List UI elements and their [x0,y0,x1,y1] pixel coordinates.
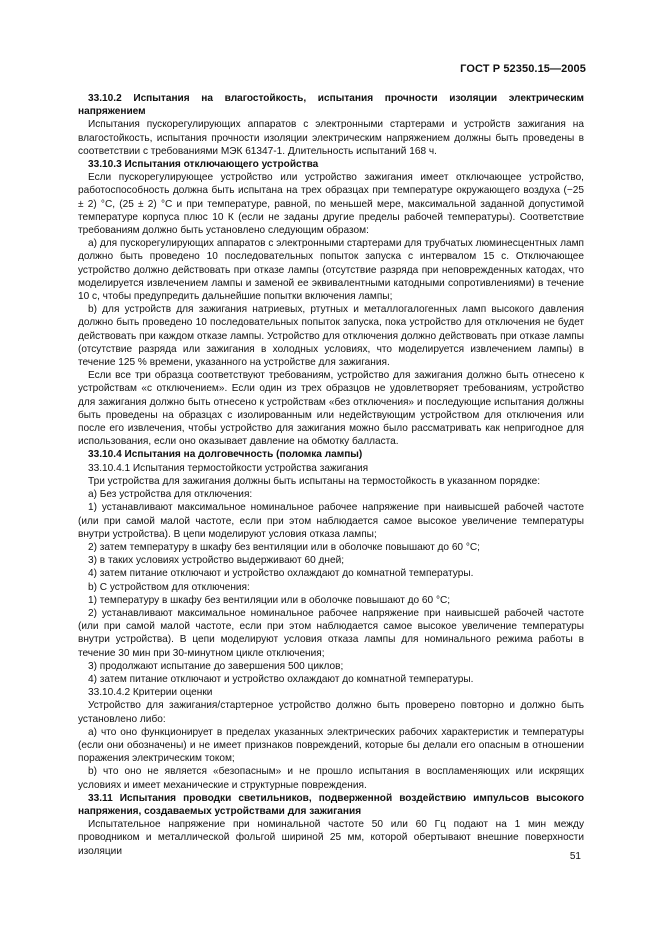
list-item: 2) устанавливают максимальное номинальное рабочее напряжение при наивысшей рабочей частоте (или при самой малой частоте, если при этом наблюдается самое высокое увеличение температуры внутри устройства). В цепи моделируют условия отказа лампы для номинального режима работы в течение 30 мин при 30-минутном цикле отключения; [78,607,584,659]
subheading: 33.10.4.2 Критерии оценки [88,687,213,699]
paragraph: Испытания пускорегулирующих аппаратов с электронными стартерами и устройств зажигания на влагостойкость, испытания прочности изоляции электрическим напряжением должны быть проведены в соответствии с требованиями МЭК 61347-1. Длительность испытаний 168 ч. [78,119,584,157]
paragraph: Три устройства для зажигания должны быть испытаны на термостойкость в указанном порядке: [88,475,541,487]
standard-header: ГОСТ Р 52350.15—2005 [460,63,586,75]
list-item: а) для пускорегулирующих аппаратов с электронными стартерами для трубчатых люминесцентных ламп должно быть проведено 10 последовательных попыток запуска с интервалом 15 с. Отключающее устройство должно действовать при отказе лампы (отсутствие разряда при неповрежденных катодах, что моделируется извлечением лампы и заменой ее эквивалентными катодными сопротивлениями) в течение 10 с, чтобы предупредить дальнейшие попытки включения лампы; [78,238,584,303]
list-item: а) что оно функционирует в пределах указанных электрических рабочих характеристик и температуры (если они обозначены) и не имеет признаков повреждений, которые бы делали его опасным в отношении поражения электрическим током; [78,726,584,765]
heading-33-10-3: 33.10.3 Испытания отключающего устройства [88,159,319,171]
list-item: 4) затем питание отключают и устройство охлаждают до комнатной температуры. [88,568,474,580]
paragraph: Если все три образца соответствуют требованиям, устройство для зажигания должно быть отнесено к устройствам «с отключением». Если один из трех образцов не удовлетворяет требованиям, устройство для зажигания должно быть отнесено к устройствам «без отключения» и последующие испытания должны быть проведены на образцах с изолированным или недействующим устройством для отключения или после его извлечения, чтобы устройство для зажигания можно было рассматривать как непригодное для использования, если оно оказывает давление на обмотку балласта. [78,370,584,448]
list-item: 3) в таких условиях устройство выдерживают 60 дней; [88,555,345,567]
heading-33-11: 33.11 Испытания проводки светильников, подверженной воздействию импульсов высокого напряжения, создаваемых устройствами для зажигания [78,792,584,817]
page-number: 51 [569,851,581,862]
heading-33-10-2: 33.10.2 Испытания на влагостойкость, испытания прочности изоляции электрическим напряжением [78,93,584,118]
list-item: b) что оно не является «безопасным» и не прошло испытания в воспламеняющих или искрящих условиях и имеет механические и структурные повреждения. [78,766,584,791]
list-item: а) Без устройства для отключения: [88,489,253,501]
paragraph: Испытательное напряжение при номинальной частоте 50 или 60 Гц подают на 1 мин между проводником и металлической фольгой шириной 25 мм, которой обертывают внешние поверхности изоляции [78,819,584,857]
list-item: 1) устанавливают максимальное номинальное рабочее напряжение при наивысшей рабочей частоте (или при самой малой частоте, если при этом наблюдается самое высокое увеличение температуры внутри устройства). В цепи моделируют условия отказа лампы; [78,502,584,540]
document-body [78,92,584,858]
paragraph: Устройство для зажигания/стартерное устройство должно быть проверено повторно и должно быть установлено либо: [78,700,584,725]
list-item: 3) продолжают испытание до завершения 500 циклов; [88,660,344,672]
list-item: b) для устройств для зажигания натриевых, ртутных и металлогалогенных ламп высокого давления должно быть проведено 10 последовательных попыток запуска, пока устройство для отключения не будет действовать при каждом отказе лампы. Устройство для отключения должно действовать при отказе лампы (отсутствие разряда или зажигания в холодных условиях, что моделируется извлечением лампы) в течение 125 % времени, указанного на устройстве для зажигания. [78,304,584,369]
list-item: 4) затем питание отключают и устройство охлаждают до комнатной температуры. [88,673,474,685]
heading-33-10-4: 33.10.4 Испытания на долговечность (поломка лампы) [88,449,363,461]
list-item: 2) затем температуру в шкафу без вентиляции или в оболочке повышают до 60 °С; [88,541,480,553]
list-item: 1) температуру в шкафу без вентиляции или в оболочке повышают до 60 °С; [88,594,451,606]
list-item: b) С устройством для отключения: [88,581,250,593]
paragraph: Если пускорегулирующее устройство или устройство зажигания имеет отключающее устройство, работоспособность должна быть испытана на трех образцах при температуре окружающего воздуха (−25 ± 2) °С, (25 ± 2) °С и при температуре, равной, по меньшей мере, максимальной заданной допустимой температуре корпуса плюс 10 К (если не заданы другие пределы рабочей температуры). Соответствие требованиям должно быть установлено следующим образом: [78,172,584,237]
subheading: 33.10.4.1 Испытания термостойкости устройства зажигания [88,462,369,474]
